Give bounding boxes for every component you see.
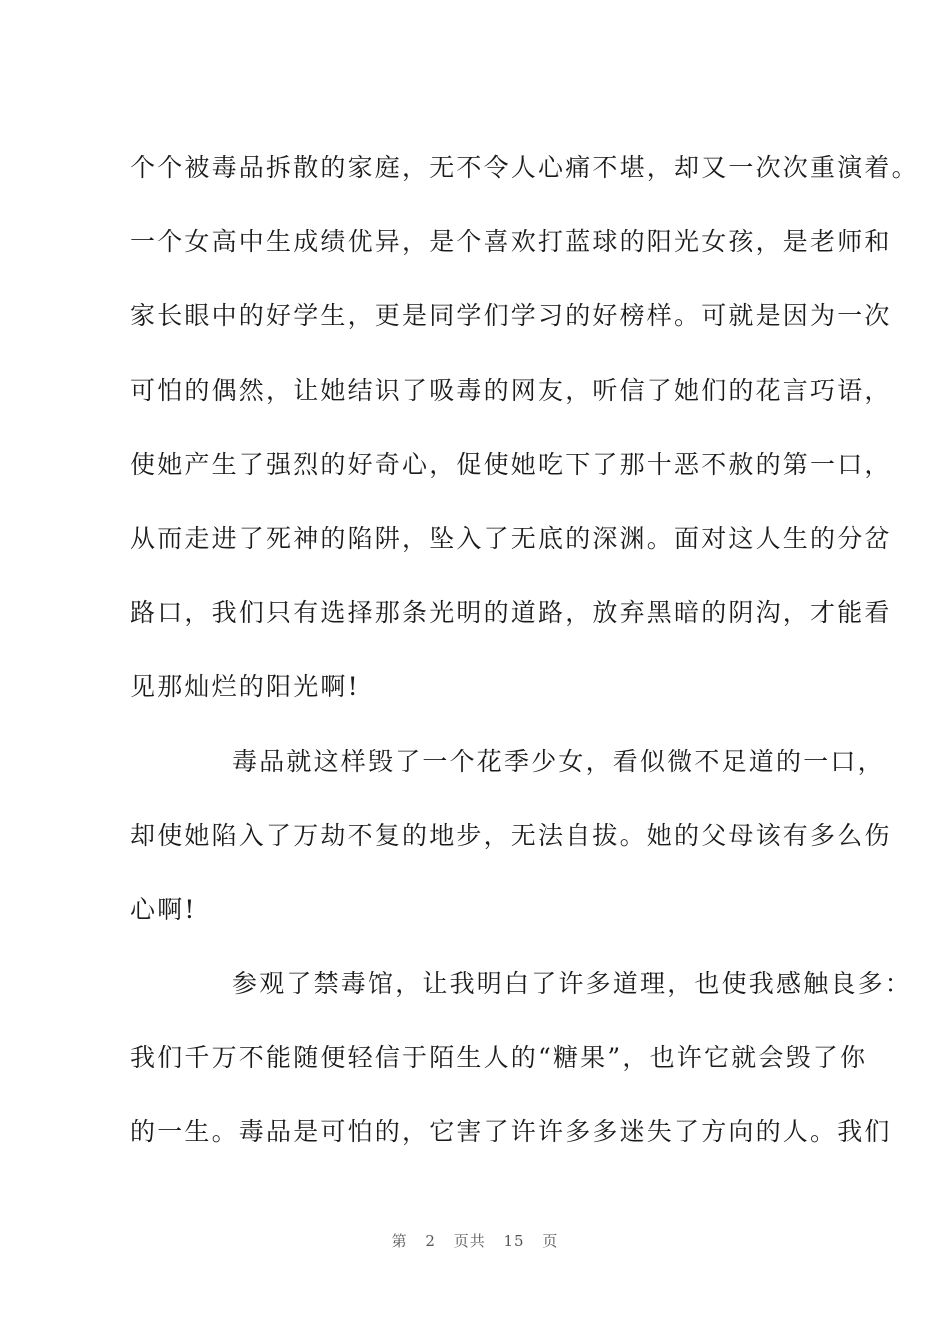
footer-prefix: 第 [391, 1232, 408, 1250]
text-line-11: 心啊! [130, 894, 197, 924]
text-line-10: 却使她陷入了万劫不复的地步，无法自拔。她的父母该有多么伤 [130, 820, 892, 850]
footer-current-page: 2 [425, 1232, 436, 1250]
text-line-5: 使她产生了强烈的好奇心，促使她吃下了那十恶不赦的第一口， [130, 449, 892, 479]
body-text [130, 146, 919, 1185]
footer-suffix: 页 [542, 1232, 559, 1250]
text-line-3: 家长眼中的好学生，更是同学们学习的好榜样。可就是因为一次 [130, 301, 892, 331]
text-line-13: 我们千万不能随便轻信于陌生人的“糖果”，也许它就会毁了你 [130, 1043, 868, 1073]
text-line-14: 的一生。毒品是可怕的，它害了许许多多迷失了方向的人。我们 [130, 1117, 892, 1147]
text-line-8: 见那灿烂的阳光啊! [130, 672, 360, 702]
text-line-4: 可怕的偶然，让她结识了吸毒的网友，听信了她们的花言巧语， [130, 375, 892, 405]
text-line-12: 参观了禁毒馆，让我明白了许多道理，也使我感触良多： [232, 969, 913, 999]
text-line-6: 从而走进了死神的陷阱，坠入了无底的深渊。面对这人生的分岔 [130, 523, 892, 553]
text-line-1: 个个被毒品拆散的家庭，无不令人心痛不堪，却又一次次重演着。 [130, 153, 919, 182]
text-line-9: 毒品就这样毁了一个花季少女，看似微不足道的一口， [232, 746, 885, 776]
text-line-2: 一个女高中生成绩优异，是个喜欢打蓝球的阳光女孩，是老师和 [130, 227, 892, 257]
page-footer [0, 1230, 950, 1251]
footer-middle: 页共 [453, 1232, 486, 1250]
text-line-7: 路口，我们只有选择那条光明的道路，放弃黑暗的阴沟，才能看 [130, 598, 892, 628]
footer-total-pages: 15 [503, 1232, 525, 1250]
